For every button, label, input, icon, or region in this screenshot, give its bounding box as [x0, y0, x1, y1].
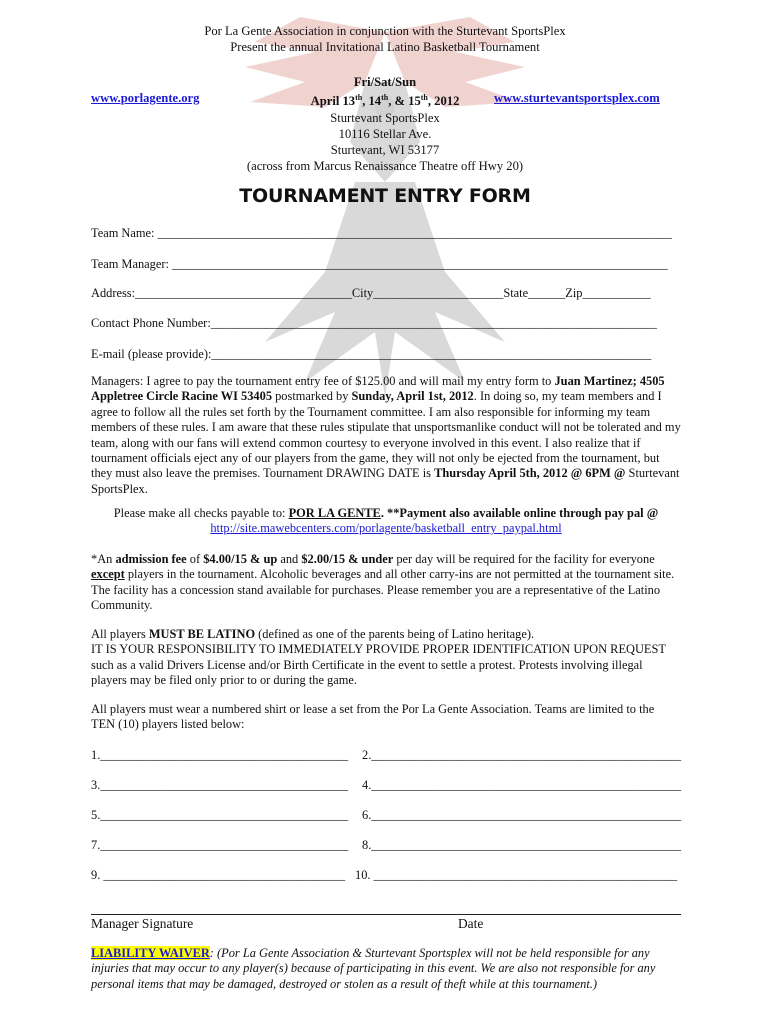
player-10-field[interactable]: 10. _________________________________________________	[355, 868, 678, 882]
player-6-field[interactable]: 6.__________________________________________________	[362, 808, 682, 822]
liability-waiver-label: LIABILITY WAIVER	[91, 946, 210, 960]
event-city: Sturtevant, WI 53177	[330, 143, 440, 157]
player-8-field[interactable]: 8.__________________________________________________	[362, 838, 682, 852]
porlagente-link[interactable]: www.porlagente.org	[91, 91, 200, 105]
date-label: Date	[458, 916, 484, 931]
paypal-link[interactable]: http://site.mawebcenters.com/porlagente/basketball_entry_paypal.html	[210, 521, 562, 536]
eagle-logo-watermark	[205, 12, 565, 402]
player-7-field[interactable]: 7.________________________________________	[91, 838, 349, 852]
event-days: Fri/Sat/Sun	[353, 75, 417, 89]
event-venue: Sturtevant SportsPlex	[330, 110, 440, 125]
header-line-2: Present the annual Invitational Latino Basketball Tournament	[230, 40, 540, 54]
payment-paragraph: Please make all checks payable to: POR LA GENTE. **Payment also available online through pay pal @ http://site.mawebcenters.com/porlagente/basketball_entry_paypal.html	[113, 506, 659, 536]
player-2-field[interactable]: 2.__________________________________________________	[362, 748, 682, 762]
event-directions: (across from Marcus Renaissance Theatre off Hwy 20)	[246, 159, 524, 174]
liability-waiver-text: : (Por La Gente Association & Sturtevant Sportsplex will not be held responsible for any injuries that may occur to any player(s) because of participating in this event. We are also not responsible for any personal items that may be damaged, destroyed or stolen as a result of theft while at this tournament.)	[91, 946, 656, 991]
roster-intro: All players must wear a numbered shirt or lease a set from the Por La Gente Association. Teams are limited to the TEN (10) players listed below:	[91, 702, 655, 732]
signature-line[interactable]	[91, 914, 681, 915]
event-street: 10116 Stellar Ave.	[338, 126, 432, 141]
player-1-field[interactable]: 1.________________________________________	[91, 748, 349, 762]
address-field[interactable]: Address:___________________________________City_____________________State______Zip___________	[91, 286, 651, 300]
form-title: TOURNAMENT ENTRY FORM	[239, 185, 531, 207]
manager-signature-label: Manager Signature	[91, 916, 194, 931]
header-line-1: Por La Gente Association in conjunction with the Sturtevant SportsPlex	[204, 24, 566, 38]
team-name-field[interactable]: Team Name: ___________________________________________________________________________________	[91, 226, 672, 240]
player-4-field[interactable]: 4.__________________________________________________	[362, 778, 682, 792]
player-5-field[interactable]: 5.________________________________________	[91, 808, 349, 822]
event-dates: April 13th, 14th, & 15th, 2012	[310, 93, 460, 109]
eligibility-paragraph: All players MUST BE LATINO (defined as one of the parents being of Latino heritage). IT IS YOUR RESPONSIBILITY TO IMMEDIATELY PROVIDE PROPER IDENTIFICATION UPON REQUEST such as a valid Drivers License and/or Birth Certificate in the event to settle a protest. Protests involving illegal players may be filed only prior to or during the game.	[91, 627, 666, 688]
liability-waiver	[91, 946, 681, 992]
team-manager-field[interactable]: Team Manager: ________________________________________________________________________________	[91, 257, 668, 271]
email-field[interactable]: E-mail (please provide):_______________________________________________________________________	[91, 347, 652, 361]
managers-agreement-paragraph: Managers: I agree to pay the tournament entry fee of $125.00 and will mail my entry form to Juan Martinez; 4505 Appletree Circle Racine WI 53405 postmarked by Sunday, April 1st, 2012. In doing so, my team members and I agree to follow all the rules set forth by the Tournament committee. I am also responsible for informing my team members of these rules. I am aware that these rules stipulate that unsportsmanlike conduct will not be tolerated and my team, along with our fans will extend common courtesy to everyone involved in this event. I also realize that if tournament officials eject any of our players from the game, they will not only be ejected from the tournament, but they must also leave the premises. Tournament DRAWING DATE is Thursday April 5th, 2012 @ 6PM @ Sturtevant SportsPlex.	[91, 374, 681, 496]
sportsplex-link[interactable]: www.sturtevantsportsplex.com	[494, 91, 660, 105]
contact-phone-field[interactable]: Contact Phone Number:________________________________________________________________________	[91, 316, 657, 330]
player-9-field[interactable]: 9. _______________________________________	[91, 868, 346, 882]
admission-paragraph: *An admission fee of $4.00/15 & up and $2.00/15 & under per day will be required for the facility for everyone except players in the tournament. Alcoholic beverages and all other carry-ins are not permitted at the tournament site. The facility has a concession stand available for purchases. Please remember you are a representative of the Latino Community.	[91, 552, 675, 613]
event-info	[200, 74, 570, 174]
player-3-field[interactable]: 3.________________________________________	[91, 778, 349, 792]
